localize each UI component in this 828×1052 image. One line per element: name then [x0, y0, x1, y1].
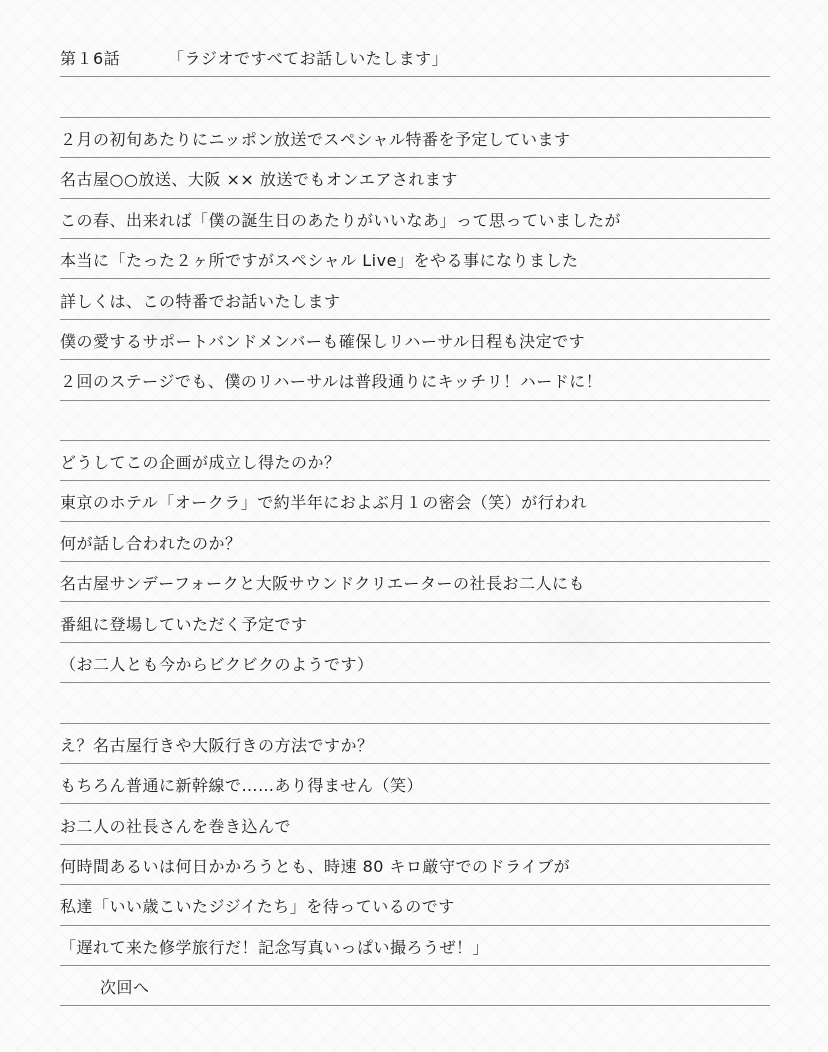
- text-line: 番組に登場していただく予定です: [60, 602, 770, 642]
- text-line: 東京のホテル「オークラ」で約半年におよぶ月１の密会（笑）が行われ: [60, 481, 770, 521]
- text-line: 詳しくは、この特番でお話いたします: [60, 279, 770, 319]
- text-line: 本当に「たった２ヶ所ですがスペシャル Live」をやる事になりました: [60, 239, 770, 279]
- text-line: [60, 401, 770, 441]
- text-line: 「遅れて来た修学旅行だ！記念写真いっぱい撮ろうぜ！」: [60, 926, 770, 966]
- text-line: 私達「いい歳こいたジジイたち」を待っているのです: [60, 885, 770, 925]
- text-line: 僕の愛するサポートバンドメンバーも確保しリハーサル日程も決定です: [60, 320, 770, 360]
- text-line: 何時間あるいは何日かかろうとも、時速 80 キロ厳守でのドライブが: [60, 845, 770, 885]
- text-line: 名古屋○○放送、大阪 ×× 放送でもオンエアされます: [60, 158, 770, 198]
- text-line: ２月の初旬あたりにニッポン放送でスペシャル特番を予定しています: [60, 118, 770, 158]
- episode-header: [60, 37, 770, 77]
- text-line: この春、出来れば「僕の誕生日のあたりがいいなあ」って思っていましたが: [60, 199, 770, 239]
- text-line: もちろん普通に新幹線で……あり得ません（笑）: [60, 764, 770, 804]
- document-page: [60, 37, 770, 1006]
- text-line: どうしてこの企画が成立し得たのか？: [60, 441, 770, 481]
- episode-number: 第１6話: [60, 49, 121, 69]
- episode-title: 「ラジオですべてお話しいたします」: [168, 49, 449, 69]
- text-line: [60, 683, 770, 723]
- text-line: [60, 77, 770, 117]
- text-line: ２回のステージでも、僕のリハーサルは普段通りにキッチリ！ハードに！: [60, 360, 770, 400]
- text-line: （お二人とも今からビクビクのようです）: [60, 643, 770, 683]
- text-line: 何が話し合われたのか？: [60, 522, 770, 562]
- text-line: 名古屋サンデーフォークと大阪サウンドクリエーターの社長お二人にも: [60, 562, 770, 602]
- text-line: え？名古屋行きや大阪行きの方法ですか？: [60, 724, 770, 764]
- next-episode-row: [60, 966, 770, 1006]
- text-line: お二人の社長さんを巻き込んで: [60, 804, 770, 844]
- next-episode-link[interactable]: 次回へ: [100, 978, 150, 998]
